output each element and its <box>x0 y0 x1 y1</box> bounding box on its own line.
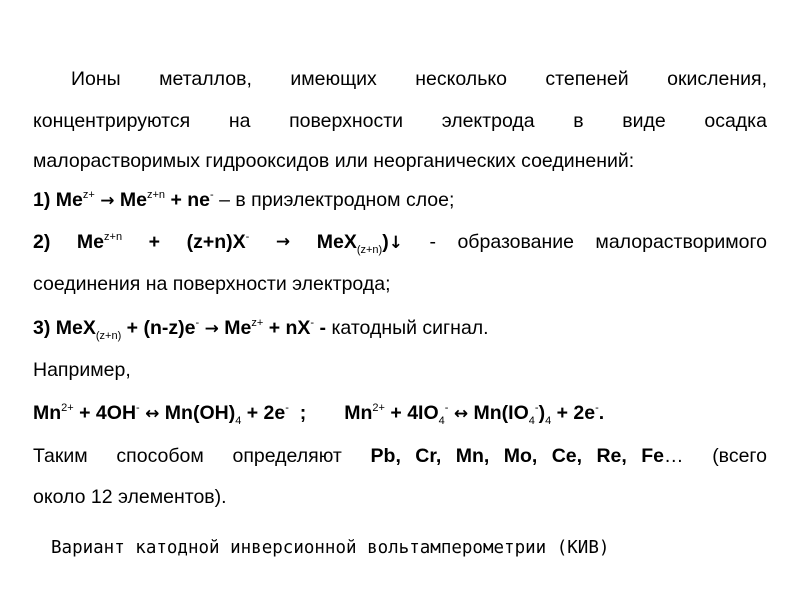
step-3-electrons: + (n-z)e <box>126 317 196 339</box>
step-2-me: Me <box>76 231 105 253</box>
example-equations <box>33 401 767 426</box>
eq2-outer-subscript: 4 <box>545 415 552 427</box>
eq1-electrons: + 2e <box>246 402 286 424</box>
step-2-anion-charge: - <box>245 231 250 243</box>
step-3-me: Me <box>224 317 252 339</box>
eq1-charge: 2+ <box>61 402 74 414</box>
step-3-anion-charge: - <box>310 317 315 329</box>
eq2-iodate: + 4IO <box>390 402 439 424</box>
reversible-arrow-icon: ↔ <box>453 404 469 424</box>
eq1-hydroxide: + 4OH <box>79 402 137 424</box>
step-1-text: – в приэлектродном слое; <box>219 189 455 211</box>
paragraph-method-line-2: около 12 элементов). <box>33 486 227 508</box>
eq2-mn: Mn <box>344 402 373 424</box>
step-2 <box>33 230 767 255</box>
eq2-iodate-subscript: 4 <box>438 415 445 427</box>
step-1-product-charge: z+n <box>146 189 166 201</box>
step-3-electron-charge: - <box>195 317 200 329</box>
eq1-electron-charge: - <box>285 402 289 414</box>
eq2-inner-subscript: 4 <box>528 415 535 427</box>
step-1-me-product: Me <box>119 189 147 211</box>
method-word-3: определяют <box>232 445 342 467</box>
paragraph-intro-line-3: малорастворимых гидрооксидов или неорганических соединений: <box>33 150 635 172</box>
down-arrow-icon: ↓ <box>388 233 403 253</box>
step-2-number: 2) <box>33 231 51 253</box>
method-word-2: способом <box>116 445 204 467</box>
slide-footer-caption: Вариант катодной инверсионной вольтамперометрии (КИВ) <box>51 538 610 558</box>
right-arrow-icon: → <box>204 319 219 339</box>
step-2-charge: z+n <box>104 231 123 243</box>
step-1-number: 1) <box>33 189 51 211</box>
eq1-subscript: 4 <box>235 415 242 427</box>
method-word-1: Таким <box>33 445 88 467</box>
eq2-inner-charge: - <box>534 402 539 414</box>
element-list: Pb, Cr, Mn, Mo, Ce, Re, Fe <box>370 445 664 467</box>
step-1-electron-charge: - <box>210 189 214 201</box>
eq2-product: Mn(IO <box>473 402 529 424</box>
eq2-period: . <box>598 402 605 424</box>
eq1-hydroxide-charge: - <box>136 402 140 414</box>
step-2-line-2: соединения на поверхности электрода; <box>33 273 391 295</box>
paragraph-intro-line-1: Ионы металлов, имеющих несколько степеней окисления, <box>71 68 767 90</box>
step-3-precipitate: MeX <box>55 317 96 339</box>
eq2-charge: 2+ <box>372 402 385 414</box>
paragraph-intro-line-2: концентрируются на поверхности электрода в виде осадка <box>33 110 767 132</box>
ellipsis: … <box>663 445 684 467</box>
eq2-electrons: + 2e <box>556 402 596 424</box>
step-2-precipitate: MeX <box>316 231 357 253</box>
step-2-subscript: (z+n) <box>356 244 383 256</box>
step-1-me: Me <box>55 189 83 211</box>
step-2-close-paren: ) <box>382 231 389 253</box>
example-label: Например, <box>33 359 131 381</box>
step-3-anion: + nX <box>268 317 311 339</box>
eq2-iodate-charge: - <box>444 402 449 414</box>
step-2-text: - образование малорастворимого <box>429 231 767 253</box>
eq-separator: ; <box>299 402 307 424</box>
eq1-product: Mn(OH) <box>164 402 236 424</box>
step-3-dash: - <box>319 317 327 339</box>
eq2-electron-charge: - <box>595 402 599 414</box>
paragraph-method-line-1 <box>33 444 767 468</box>
reversible-arrow-icon: ↔ <box>145 404 160 424</box>
step-3-charge: z+ <box>251 317 264 329</box>
eq1-mn: Mn <box>33 402 62 424</box>
right-arrow-icon: → <box>275 232 291 252</box>
step-2-anion: (z+n)X <box>186 231 246 253</box>
step-3 <box>33 316 767 341</box>
method-suffix: (всего <box>712 445 767 467</box>
right-arrow-icon: → <box>100 191 115 211</box>
step-3-subscript: (z+n) <box>95 330 122 342</box>
step-1-charge: z+ <box>82 189 95 201</box>
step-3-number: 3) <box>33 317 51 339</box>
step-1-electrons: + ne <box>170 189 211 211</box>
step-1 <box>33 188 767 213</box>
step-2-plus: + <box>148 231 161 253</box>
step-3-text: катодный сигнал. <box>331 317 489 339</box>
eq2-close-paren: ) <box>538 402 546 424</box>
